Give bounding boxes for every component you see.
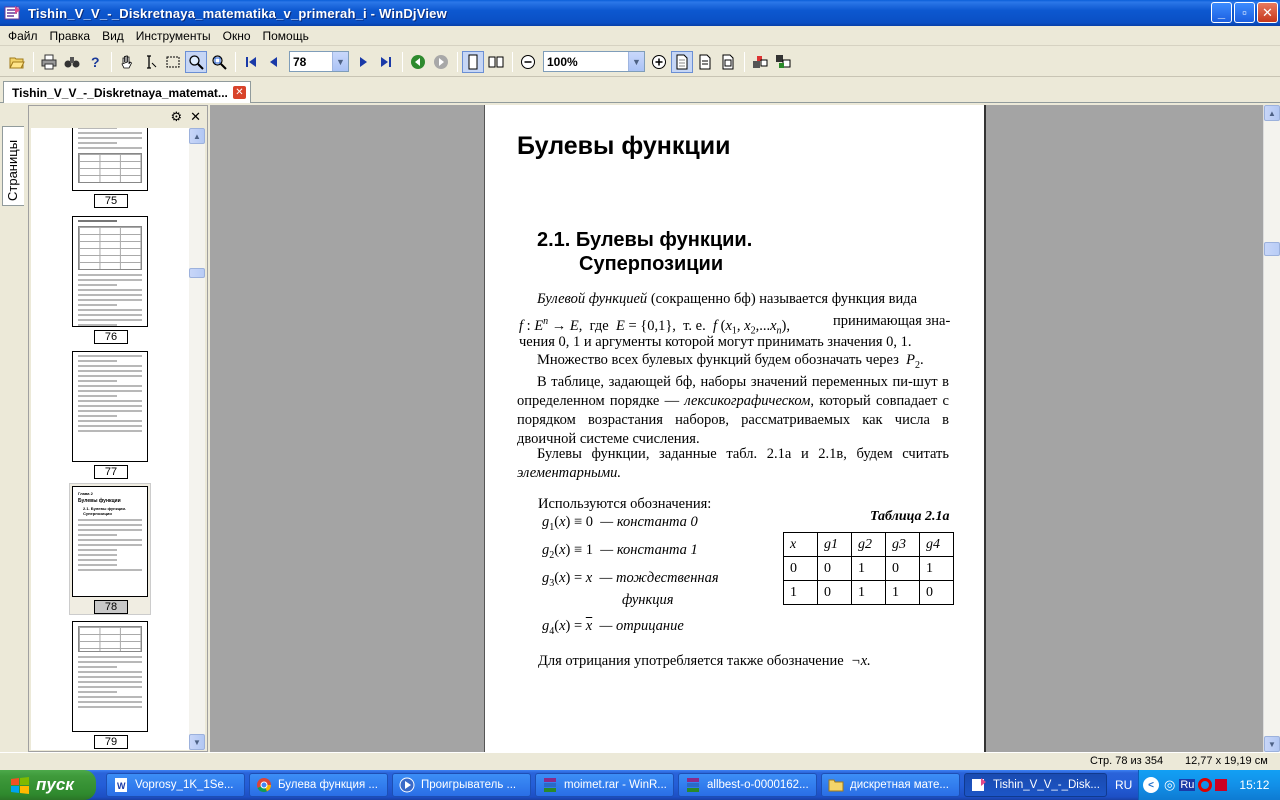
tab-close-icon[interactable]: ✕ bbox=[233, 86, 246, 99]
title-bar bbox=[0, 0, 1280, 26]
menu-file[interactable]: Файл bbox=[8, 28, 38, 43]
first-page-button[interactable] bbox=[240, 51, 262, 73]
zoom-rect-button[interactable] bbox=[208, 51, 230, 73]
opera-icon[interactable] bbox=[1198, 778, 1212, 792]
lexicographic-term: лексикографическом bbox=[684, 393, 811, 409]
start-label: пуск bbox=[36, 775, 74, 794]
section-title-line1: 2.1. Булевы функции. bbox=[537, 229, 753, 251]
menu-tools[interactable]: Инструменты bbox=[135, 28, 211, 43]
paragraph-elementary-text: Булевы функции, заданные табл. 2.1а и 2.1в, будем считать bbox=[537, 446, 949, 462]
help-icon bbox=[87, 54, 103, 70]
start-button[interactable] bbox=[0, 770, 96, 800]
document-tab-label: Tishin_V_V_-_Diskretnaya_matemat... bbox=[12, 85, 228, 100]
winrar-icon bbox=[542, 777, 558, 793]
notation-g4: $g_4(x) = \overline{x}$ — отрицание bbox=[542, 618, 684, 637]
scroll-thumb[interactable] bbox=[189, 268, 205, 278]
table-header-row bbox=[784, 533, 954, 557]
thumbnail-page-76[interactable] bbox=[72, 216, 148, 327]
negation-note-text: Для отрицания употребляется также обозначение bbox=[538, 653, 844, 669]
thumbnail-page-number[interactable]: 79 bbox=[94, 735, 128, 749]
negation-note bbox=[538, 652, 871, 671]
svg-text:W: W bbox=[117, 781, 126, 791]
main-scrollbar[interactable] bbox=[1263, 105, 1280, 752]
tray-language-icon[interactable]: Ru bbox=[1180, 779, 1195, 791]
taskbar-item-windjview[interactable] bbox=[964, 773, 1107, 797]
next-page-icon bbox=[355, 54, 371, 70]
definition-rest: (сокращенно бф) называется функция вида bbox=[647, 291, 918, 307]
toolbar bbox=[0, 47, 1280, 77]
single-page-icon bbox=[465, 54, 481, 70]
magnifier-icon bbox=[188, 54, 204, 70]
close-panel-icon[interactable]: ✕ bbox=[190, 109, 201, 124]
chevron-left-icon[interactable]: < bbox=[1143, 777, 1159, 793]
taskbar-item-label: Voprosy_1K_1Se... bbox=[135, 779, 234, 791]
table-cell: 0 bbox=[920, 581, 954, 605]
taskbar-item-archive[interactable] bbox=[678, 773, 817, 797]
last-page-icon bbox=[378, 54, 394, 70]
scroll-up-icon[interactable]: ▲ bbox=[189, 128, 205, 144]
forward-circle-icon bbox=[433, 54, 449, 70]
fit-width-button[interactable] bbox=[694, 51, 716, 73]
paragraph-set: Множество всех булевых функций будем обозначать через $P_2$. bbox=[537, 352, 924, 371]
display-mode-button[interactable] bbox=[749, 51, 771, 73]
facing-pages-button[interactable] bbox=[485, 51, 507, 73]
thumbnail-list bbox=[31, 128, 189, 750]
menu-view[interactable]: Вид bbox=[102, 28, 124, 43]
table-header-g3: g3 bbox=[886, 533, 920, 557]
restore-icon: ▫ bbox=[1242, 5, 1247, 20]
scroll-down-icon[interactable]: ▼ bbox=[1264, 736, 1280, 752]
close-icon: ✕ bbox=[1262, 4, 1273, 20]
taskbar-item-label: дискретная мате... bbox=[850, 779, 949, 791]
maximize-button[interactable] bbox=[1234, 2, 1255, 23]
minimize-icon: _ bbox=[1217, 5, 1226, 20]
table-cell: 1 bbox=[784, 581, 818, 605]
fit-page-button[interactable] bbox=[717, 51, 739, 73]
first-page-icon bbox=[243, 54, 259, 70]
scroll-down-icon[interactable]: ▼ bbox=[189, 734, 205, 750]
taskbar-item-word[interactable] bbox=[106, 773, 245, 797]
word-doc-icon bbox=[113, 777, 129, 793]
text-select-button[interactable] bbox=[139, 51, 161, 73]
window-title: Tishin_V_V_-_Diskretnaya_matematika_v_primerah_i - WinDjView bbox=[28, 5, 447, 21]
taskbar-item-label: moimet.rar - WinR... bbox=[564, 779, 667, 791]
forward-button[interactable] bbox=[430, 51, 452, 73]
thumbnail-78-subtitle: 2.1. Булевы функции. Суперпозиции bbox=[83, 506, 127, 516]
paragraph-order-text-a: В таблице, задающей бф, наборы значений переменных пи-шут в определенном порядке — bbox=[517, 374, 949, 409]
table-row bbox=[784, 557, 954, 581]
paragraph-line2: принимающая зна- bbox=[833, 313, 951, 329]
zoom-tool-button[interactable] bbox=[185, 51, 207, 73]
winrar-icon bbox=[685, 777, 701, 793]
tab-pages-label: Страницы bbox=[5, 139, 20, 201]
system-tray bbox=[1138, 770, 1280, 800]
thumbnail-page-77[interactable] bbox=[72, 351, 148, 462]
taskbar-item-browser[interactable] bbox=[249, 773, 388, 797]
menu-help[interactable]: Помощь bbox=[262, 28, 309, 43]
thumbnail-page-number[interactable]: 76 bbox=[94, 330, 128, 344]
taskbar-item-winrar[interactable] bbox=[535, 773, 674, 797]
prev-page-icon bbox=[266, 54, 282, 70]
layer-mode-button[interactable] bbox=[772, 51, 794, 73]
rect-select-button[interactable] bbox=[162, 51, 184, 73]
status-page-of: Стр. 78 из 354 bbox=[1090, 755, 1164, 767]
table-header-g2: g2 bbox=[852, 533, 886, 557]
notation-intro: Используются обозначения: bbox=[538, 496, 712, 512]
paragraph-elementary bbox=[517, 445, 949, 483]
page-width-icon bbox=[697, 54, 713, 70]
single-page-layout-button[interactable] bbox=[462, 51, 484, 73]
thumbnail-page-number-selected[interactable]: 78 bbox=[94, 600, 128, 614]
hand-tool-button[interactable] bbox=[116, 51, 138, 73]
notation-g3-desc2: функция bbox=[622, 592, 674, 608]
language-indicator[interactable]: RU bbox=[1115, 778, 1133, 792]
notation-g1: $g_1(x) \equiv 0$ — константа 0 bbox=[542, 514, 698, 533]
table-cell: 0 bbox=[886, 557, 920, 581]
selection-rect-icon bbox=[165, 54, 181, 70]
chevron-down-icon[interactable]: ▼ bbox=[628, 52, 644, 71]
open-button[interactable] bbox=[6, 51, 28, 73]
chrome-icon bbox=[256, 777, 272, 793]
taskbar-item-label: Tishin_V_V_-_Disk... bbox=[993, 779, 1100, 791]
status-bar bbox=[0, 752, 1280, 770]
print-button[interactable] bbox=[38, 51, 60, 73]
thumbnail-page-79[interactable] bbox=[72, 621, 148, 732]
document-tab[interactable] bbox=[3, 81, 251, 103]
page-number-value: 78 bbox=[293, 54, 307, 69]
paragraph-line3: чения 0, 1 и аргументы которой могут принимать значения 0, 1. bbox=[519, 334, 912, 350]
negation-symbol: ¬x. bbox=[850, 653, 871, 669]
taskbar-item-label: allbest-o-0000162... bbox=[707, 779, 809, 791]
table-cell: 0 bbox=[818, 557, 852, 581]
paragraph-order-text-b: , который совпадает с порядком возрастания наборов, рассматриваемых как числа в двоичной системе счисления. bbox=[517, 393, 949, 447]
document-tab-strip bbox=[0, 78, 1280, 103]
zoom-out-icon bbox=[520, 54, 536, 70]
layers-icon bbox=[775, 54, 791, 70]
notation-g2: $g_2(x) \equiv 1$ — константа 1 bbox=[542, 542, 698, 561]
page-number-combo[interactable] bbox=[289, 51, 349, 72]
notation-g4-desc: — отрицание bbox=[599, 618, 684, 634]
taskbar-item-player[interactable] bbox=[392, 773, 531, 797]
elementary-term: элементарными. bbox=[517, 465, 621, 481]
thumbnail-page-75[interactable] bbox=[72, 128, 148, 191]
paragraph-table-order bbox=[517, 373, 949, 449]
back-button[interactable] bbox=[407, 51, 429, 73]
svg-text:?: ? bbox=[91, 53, 100, 70]
hand-icon bbox=[119, 54, 135, 70]
chapter-title: Булевы функции bbox=[517, 132, 731, 160]
zoom-combo[interactable] bbox=[543, 51, 645, 72]
last-page-button[interactable] bbox=[375, 51, 397, 73]
minimize-button[interactable] bbox=[1211, 2, 1232, 23]
network-icon[interactable]: ◎ bbox=[1164, 777, 1176, 792]
media-player-icon bbox=[399, 777, 415, 793]
table-cell: 0 bbox=[818, 581, 852, 605]
gear-icon[interactable]: ⚙ bbox=[170, 109, 183, 124]
actual-size-button[interactable] bbox=[671, 51, 693, 73]
menu-bar bbox=[0, 26, 1280, 46]
windjview-app-icon bbox=[4, 5, 22, 21]
close-button[interactable] bbox=[1257, 2, 1278, 23]
page-actual-icon bbox=[674, 54, 690, 70]
page-fit-icon bbox=[720, 54, 736, 70]
two-page-icon bbox=[488, 54, 504, 70]
table-cell: 1 bbox=[920, 557, 954, 581]
folder-open-icon bbox=[9, 54, 25, 70]
text-cursor-icon bbox=[142, 54, 158, 70]
notation-g3-cont bbox=[622, 591, 673, 610]
find-button[interactable] bbox=[61, 51, 83, 73]
next-page-button[interactable] bbox=[352, 51, 374, 73]
formula-line: f : $E^n \to E$, где E = {0,1}, т. е. f ($x_1$, $x_2,...x_n$), bbox=[519, 316, 794, 337]
tab-pages[interactable] bbox=[2, 126, 24, 206]
thumbnail-78-heading: Глава 2 bbox=[78, 491, 93, 496]
zoom-value: 100% bbox=[547, 54, 578, 69]
back-circle-icon bbox=[410, 54, 426, 70]
table-header-g4: g4 bbox=[920, 533, 954, 557]
table-header-x: x bbox=[784, 533, 818, 557]
thumbnail-page-number[interactable]: 77 bbox=[94, 465, 128, 479]
document-page bbox=[484, 105, 986, 752]
notation-g1-desc: — константа 0 bbox=[600, 514, 698, 530]
clock: 15:12 bbox=[1239, 778, 1270, 792]
chevron-down-icon[interactable]: ▼ bbox=[332, 52, 348, 71]
section-title-line2: Суперпозиции bbox=[579, 253, 724, 275]
notation-g2-desc: — константа 1 bbox=[600, 542, 698, 558]
color-mode-icon bbox=[752, 54, 768, 70]
taskbar-item-folder[interactable] bbox=[821, 773, 960, 797]
table-cell: 1 bbox=[852, 557, 886, 581]
paragraph-definition bbox=[537, 290, 917, 309]
thumbnail-78-title: Булевы функции bbox=[78, 498, 121, 504]
table-title: Таблица 2.1а bbox=[870, 509, 950, 524]
menu-edit[interactable]: Правка bbox=[49, 28, 91, 43]
prev-page-button[interactable] bbox=[263, 51, 285, 73]
windjview-icon bbox=[971, 777, 987, 793]
help-button[interactable] bbox=[84, 51, 106, 73]
table-row bbox=[784, 581, 954, 605]
thumbnail-panel bbox=[28, 105, 208, 752]
table-cell: 0 bbox=[784, 557, 818, 581]
thumbnail-page-78[interactable] bbox=[72, 486, 148, 597]
taskbar bbox=[0, 770, 1280, 800]
zoom-rect-icon bbox=[211, 54, 227, 70]
thumbnail-page-number[interactable]: 75 bbox=[94, 194, 128, 208]
thumbnail-scrollbar[interactable] bbox=[189, 128, 205, 750]
scroll-up-icon[interactable]: ▲ bbox=[1264, 105, 1280, 121]
table-cell: 1 bbox=[886, 581, 920, 605]
taskbar-item-label: Проигрыватель ... bbox=[421, 779, 517, 791]
definition-term: Булевой функцией bbox=[537, 291, 648, 307]
paragraph-set-text: Множество всех булевых функций будем обозначать через bbox=[537, 352, 899, 368]
table-header-g1: g1 bbox=[818, 533, 852, 557]
folder-icon bbox=[828, 777, 844, 793]
taskbar-item-label: Булева функция ... bbox=[278, 779, 378, 791]
zoom-in-button[interactable] bbox=[648, 51, 670, 73]
table-cell: 1 bbox=[852, 581, 886, 605]
binoculars-icon bbox=[64, 54, 80, 70]
document-view[interactable] bbox=[210, 105, 1263, 752]
main-scroll-thumb[interactable] bbox=[1264, 242, 1280, 256]
notation-g3: $g_3(x) = x$ — тождественная bbox=[542, 570, 719, 589]
menu-window[interactable]: Окно bbox=[222, 28, 251, 43]
zoom-in-icon bbox=[651, 54, 667, 70]
windows-flag-icon bbox=[10, 776, 30, 794]
truth-table bbox=[783, 532, 954, 605]
zoom-out-button[interactable] bbox=[517, 51, 539, 73]
status-page-size: 12,77 x 19,19 см bbox=[1185, 755, 1268, 767]
notation-g3-desc: — тождественная bbox=[599, 570, 719, 586]
printer-icon bbox=[41, 54, 57, 70]
antivirus-icon[interactable] bbox=[1215, 779, 1227, 791]
